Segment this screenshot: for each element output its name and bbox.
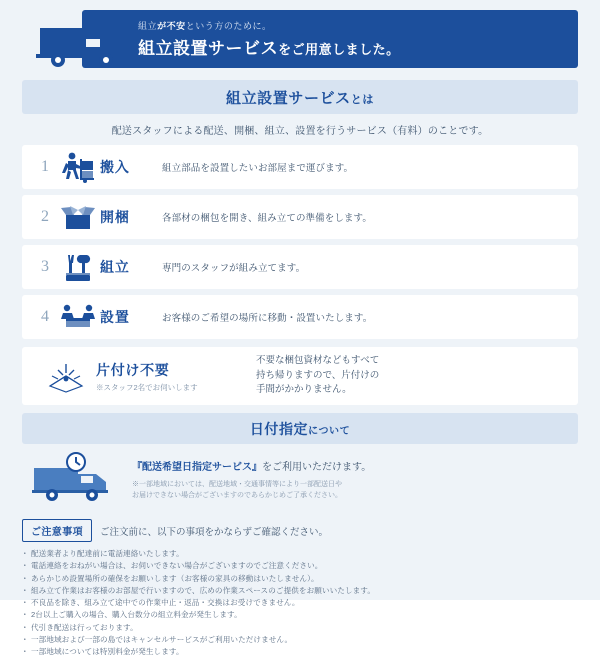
list-item: ・ 2台以上ご購入の場合、購入台数分の組立料金が発生します。 [22, 609, 578, 621]
no-cleanup-note: ※スタッフ2名でお伺いします [96, 382, 198, 392]
section-title-main: 組立設置サービス [225, 90, 351, 107]
no-cleanup-card [22, 347, 578, 405]
list-item: ・ あらかじめ設置場所の確保をお願いします（お客様の家具の移動はいたしません）。 [22, 573, 578, 585]
hand-truck-carry-icon [56, 150, 100, 184]
list-item: ・ 配送業者より配達前に電話連絡いたします。 [22, 548, 578, 560]
hero-banner [82, 10, 578, 68]
notice-lead: ご注文前に、以下の事項をかならずご確認ください。 [100, 526, 329, 538]
packing-waste-icon [36, 356, 96, 396]
open-box-icon [56, 200, 100, 234]
date-section-text [132, 452, 371, 501]
date-lead-highlight: 『配送希望日指定サービス』 [132, 462, 262, 473]
notice-section [22, 519, 578, 659]
list-item: ・ 電話連絡をおねがい場合は、お伺いできない場合がございますのでご注意ください。 [22, 560, 578, 572]
hero-subtitle-accent: が不安 [157, 21, 186, 31]
step-label: 組立 [100, 259, 130, 275]
section-title [22, 80, 578, 114]
step-number: 3 [41, 258, 49, 275]
step-description: 組立部品を設置したいお部屋まで運びます。 [162, 163, 354, 174]
step-label: 搬入 [100, 159, 130, 175]
delivery-truck-icon [36, 18, 146, 70]
notice-list [22, 548, 578, 659]
list-item: ・ 不良品を除き、組み立て途中での作業中止・返品・交換はお受けできません。 [22, 597, 578, 609]
no-cleanup-desc-line-3: 手間がかかりません。 [256, 384, 352, 396]
step-row [22, 295, 578, 339]
date-lead-rest: をご利用いただけます。 [262, 462, 372, 473]
date-section-body [22, 444, 578, 513]
hero-title-tail: をご用意しました。 [278, 42, 400, 57]
step-description: お客様のご希望の場所に移動・設置いたします。 [162, 313, 373, 324]
step-row [22, 245, 578, 289]
step-label: 開梱 [100, 209, 130, 225]
hero-banner-area [22, 10, 578, 72]
truck-clock-icon [28, 452, 132, 509]
step-description: 専門のスタッフが組み立てます。 [162, 263, 306, 274]
step-number: 4 [41, 308, 49, 325]
hero-title-main: 組立設置サービス [138, 39, 279, 58]
date-section-title [22, 413, 578, 444]
no-cleanup-description [256, 354, 379, 398]
list-item: ・ 一部地域については特別料金が発生します。 [22, 646, 578, 658]
date-lead [132, 458, 371, 473]
section-title-sub: とは [350, 94, 374, 106]
step-row [22, 145, 578, 189]
hero-title [138, 34, 568, 59]
notice-badge: ご注意事項 [22, 519, 92, 542]
date-title-main: 日付指定 [249, 421, 309, 437]
date-fineprint [132, 480, 371, 501]
step-row [22, 195, 578, 239]
step-number: 1 [41, 158, 49, 175]
list-item: ・ 組み立て作業はお客様のお部屋で行いますので、広めの作業スペースのご提供をお願いいたします。 [22, 585, 578, 597]
section-lead: 配送スタッフによる配送、開梱、組立、設置を行うサービス（有料）のことです。 [111, 126, 489, 137]
date-fineprint-line-2: お届けできない場合がございますのであらかじめご了承ください。 [132, 491, 342, 499]
hero-subtitle-pre: 組立 [138, 21, 158, 31]
steps-list [22, 145, 578, 339]
no-cleanup-title: 片付け不要 [96, 361, 170, 378]
hero-subtitle-post: という方のために。 [185, 21, 272, 31]
notice-header [22, 519, 578, 542]
no-cleanup-desc-line-1: 不要な梱包資材などもすべて [256, 354, 380, 366]
date-fineprint-line-1: ※一部地域においては、配送地域・交通事情等により一部配送日や [132, 481, 342, 488]
list-item: ・ 代引き配送は行っております。 [22, 622, 578, 634]
date-title-sub: について [308, 426, 351, 437]
no-cleanup-desc-line-2: 持ち帰りますので、片付けの [256, 369, 380, 381]
step-number: 2 [41, 208, 49, 225]
tools-assemble-icon [56, 250, 100, 284]
step-label: 設置 [100, 309, 130, 325]
hero-subtitle [138, 19, 568, 32]
list-item: ・ 一部地域および一部の島ではキャンセルサービスがご利用いただけません。 [22, 634, 578, 646]
two-workers-install-icon [56, 300, 100, 334]
step-description: 各部材の梱包を開き、組み立ての準備をします。 [162, 213, 372, 224]
no-cleanup-text [96, 360, 256, 393]
